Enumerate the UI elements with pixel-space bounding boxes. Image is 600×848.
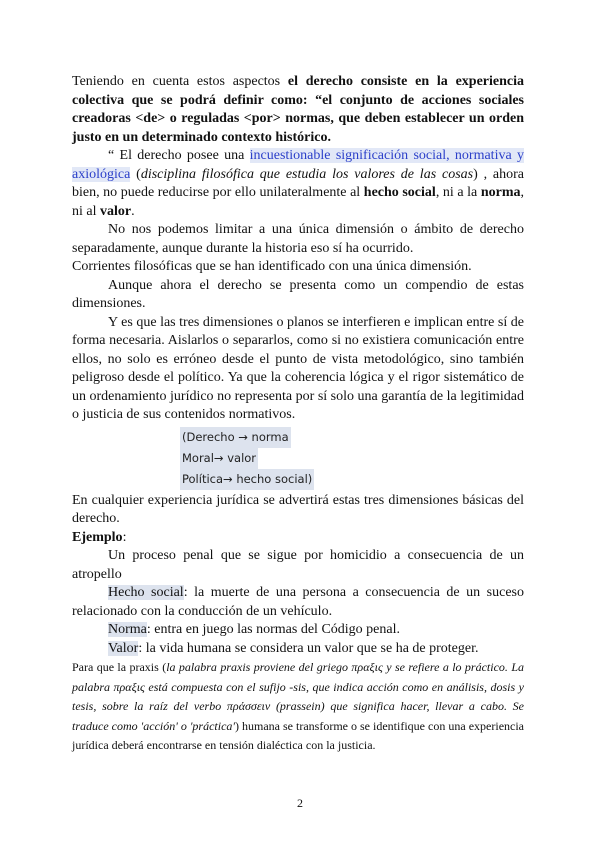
text-span: ) humana se transforme o se identifique con una experiencia jurídica deberá encontrarse en tensión dialéctica con la justicia.: [72, 718, 525, 752]
text-span: “ El derecho posee una: [108, 148, 250, 163]
list-item-moral: Moral→ valor: [180, 448, 258, 469]
italic-note: disciplina filosófica que estudia los valores de las cosas: [140, 166, 474, 182]
paragraph-corrientes: Corrientes filosóficas que se han identificado con una única dimensión.: [72, 259, 472, 274]
paragraph-no-limitar: No nos podemos limitar a una única dimensión o ámbito de derecho separadamente, aunque durante la historia eso sí ha ocurrido.: [72, 222, 524, 256]
label-norma: Norma: [108, 622, 147, 637]
document-body: [72, 73, 524, 756]
paragraph-tres-dimensiones: Y es que las tres dimensiones o planos se interfieren e implican entre sí de forma necesaria. Aislarlos o separarlos, como si no existiera comunicación entre ellos, no solo es erróneo desde el punto de vista metodológico, sino también peligroso desde el político. Ya que la coherencia lógica y el rigor sistemático de un ordenamiento jurídico no representa por sí solo una garantía de la legitimidad o justicia de sus contenidos normativos.: [72, 314, 524, 422]
bold-term-hecho-social: hecho social: [363, 185, 436, 200]
text-span: , ni al: [72, 185, 524, 219]
intro-text: Teniendo en cuenta estos aspectos: [72, 74, 288, 89]
text-span: Para que la praxis (: [72, 660, 167, 674]
ejemplo-heading: [72, 529, 524, 548]
bold-term-valor: valor: [100, 203, 132, 219]
text-span: .: [131, 203, 135, 219]
page-number: 2: [297, 796, 303, 810]
list-item-politica: Política→ hecho social): [180, 469, 314, 490]
italic-note-praxis: la palabra praxis proviene del griego πραξις y se refiere a lo práctico. La palabra πραξις está compuesta con el sufijo -sis, que indica acción como en análisis, dosis y tesis, sobre la raíz del verbo πράσσειν (prassein) que significa hacer, llevar a cabo. Se traduce como 'acción' o 'práctica': [72, 660, 524, 733]
text-hecho-social: : la muerte de una persona a consecuencia de un suceso relacionado con la conducción de un vehículo.: [72, 585, 524, 619]
text-norma: : entra en juego las normas del Código penal.: [146, 622, 400, 637]
list-item-derecho: (Derecho → norma: [180, 427, 291, 448]
paragraph-intro: [72, 73, 524, 147]
paragraph-derecho-posee: [72, 147, 524, 221]
paragraph-norma: [72, 621, 524, 640]
label-valor: Valor: [108, 640, 139, 656]
text-span: , ni a la: [435, 185, 481, 200]
label-hecho-social: Hecho social: [108, 585, 184, 600]
paragraph-hecho-social: [72, 584, 524, 621]
text-span: ) , ahora bien, no puede reducirse por ello unilateralmente al: [72, 166, 524, 200]
highlighted-phrase: incuestionable significación social, normativa y axiológica: [72, 148, 524, 182]
paragraph-compendio: Aunque ahora el derecho se presenta como un compendio de estas dimensiones.: [72, 277, 524, 311]
ejemplo-colon: :: [122, 529, 127, 545]
text-span: (: [130, 166, 141, 182]
ejemplo-label: Ejemplo: [72, 529, 123, 545]
paragraph-experiencia: En cualquier experiencia jurídica se advertirá estas tres dimensiones básicas del derecho.: [72, 492, 524, 526]
bold-term-norma: norma: [480, 185, 521, 200]
intro-definition: el derecho consiste en la experiencia colectiva que se podrá definir como: “el conjunto de acciones sociales creadoras <de> o reguladas <por> normas, que deben establecer un orden justo en un determinado contexto histórico.: [72, 74, 524, 145]
dimensions-list: [180, 427, 524, 490]
paragraph-proceso-penal: Un proceso penal que se sigue por homicidio a consecuencia de un atropello: [72, 548, 524, 582]
paragraph-praxis: [72, 658, 524, 756]
paragraph-valor: [72, 640, 524, 659]
text-valor: : la vida humana se considera un valor que se ha de proteger.: [138, 640, 479, 656]
